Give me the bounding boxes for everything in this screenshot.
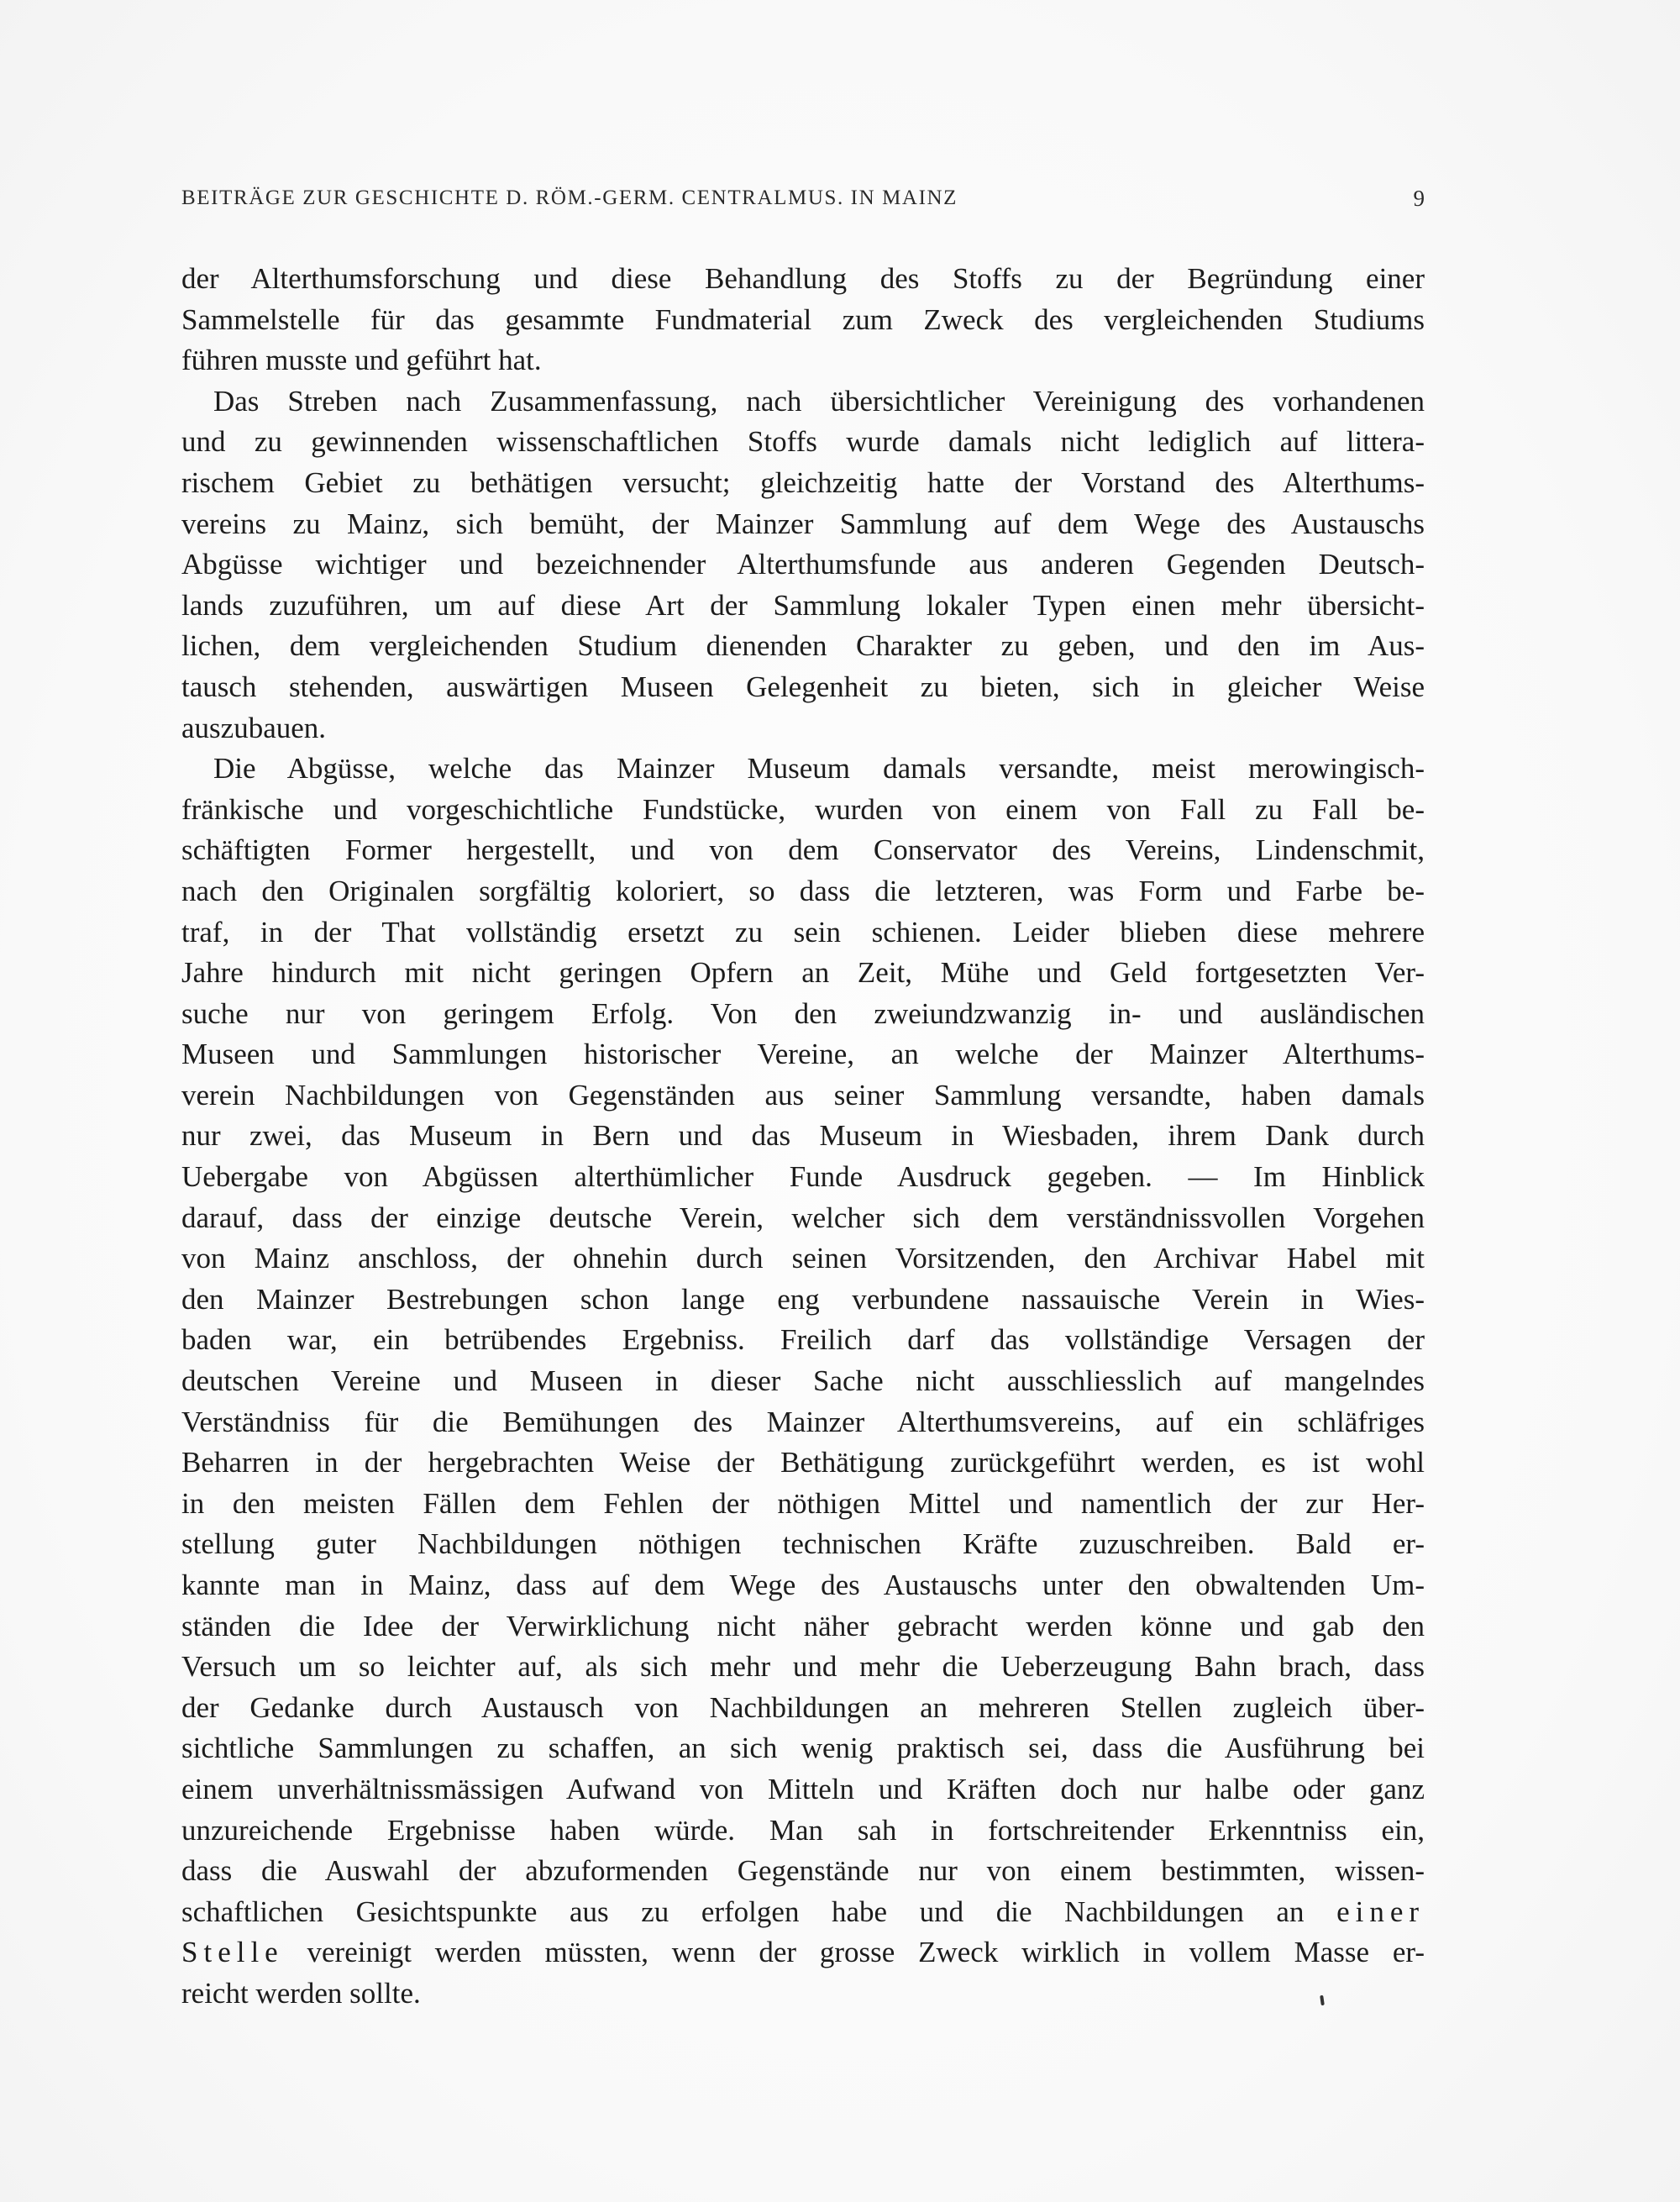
- text-line: tausch stehenden, auswärtigen Museen Gelegenheit zu bieten, sich in gleicher Weise: [181, 670, 1425, 703]
- text-line: deutschen Vereine und Museen in dieser Sache nicht ausschliesslich auf mangelndes: [181, 1364, 1425, 1398]
- text-line: fränkische und vorgeschichtliche Fundstücke, wurden von einem von Fall zu Fall be-: [181, 792, 1425, 826]
- text-line: reicht werden sollte.: [181, 1976, 421, 2010]
- text-line: Versuch um so leichter auf, als sich mehr und mehr die Ueberzeugung Bahn brach, dass: [181, 1650, 1425, 1684]
- paragraph-1: [181, 259, 1425, 381]
- text-line: Die Abgüsse, welche das Mainzer Museum damals versandte, meist merowingisch-: [213, 752, 1425, 786]
- text-line: darauf, dass der einzige deutsche Verein, welcher sich dem verständnissvollen Vorgehen: [181, 1201, 1425, 1234]
- text-line: den Mainzer Bestrebungen schon lange eng verbundene nassauische Verein in Wies-: [181, 1282, 1425, 1316]
- text-line: und zu gewinnenden wissenschaftlichen Stoffs wurde damals nicht lediglich auf littera-: [181, 425, 1425, 459]
- text-line: Das Streben nach Zusammenfassung, nach übersichtlicher Vereinigung des vorhandenen: [213, 384, 1425, 418]
- running-header: [181, 187, 1425, 220]
- text-line: verein Nachbildungen von Gegenständen aus seiner Sammlung versandte, haben damals: [181, 1078, 1425, 1112]
- page-number: 9: [1413, 186, 1425, 211]
- text-line: lichen, dem vergleichenden Studium dienenden Charakter zu geben, und den im Aus-: [181, 629, 1425, 663]
- line-text: vereinigt werden müssten, wenn der grosse Zweck wirklich in vollem Masse er-: [283, 1936, 1425, 1969]
- text-line: Verständniss für die Bemühungen des Mainzer Alterthumsvereins, auf ein schläfriges: [181, 1405, 1425, 1438]
- body-text: [181, 259, 1425, 2015]
- paragraph-2: [181, 381, 1425, 749]
- text-line: der Alterthumsforschung und diese Behandlung des Stoffs zu der Begründung einer: [181, 262, 1425, 295]
- text-line: Jahre hindurch mit nicht geringen Opfern an Zeit, Mühe und Geld fortgesetzten Ver-: [181, 956, 1425, 990]
- text-line: stellung guter Nachbildungen nöthigen technischen Kräfte zuzuschreiben. Bald er-: [181, 1527, 1425, 1561]
- text-line: schäftigten Former hergestellt, und von dem Conservator des Vereins, Lindenschmit,: [181, 833, 1425, 867]
- text-line: Uebergabe von Abgüssen alterthümlicher Funde Ausdruck gegeben. — Im Hinblick: [181, 1160, 1425, 1194]
- text-line: traf, in der That vollständig ersetzt zu sein schienen. Leider blieben diese mehrere: [181, 915, 1425, 949]
- text-line: nur zwei, das Museum in Bern und das Museum in Wiesbaden, ihrem Dank durch: [181, 1119, 1425, 1153]
- running-title: BEITRÄGE ZUR GESCHICHTE D. RÖM.-GERM. CENTRALMUS. IN MAINZ: [181, 187, 958, 209]
- text-line: nach den Originalen sorgfältig koloriert, so dass die letzteren, was Form und Farbe be-: [181, 874, 1425, 907]
- paragraph-3: [181, 749, 1425, 2014]
- text-line: auszubauen.: [181, 711, 327, 744]
- text-line: Sammelstelle für das gesammte Fundmaterial zum Zweck des vergleichenden Studiums: [181, 302, 1425, 336]
- text-line: in den meisten Fällen dem Fehlen der nöthigen Mittel und namentlich der zur Her-: [181, 1486, 1425, 1520]
- text-line-with-spaced-emphasis: [181, 1892, 1425, 1933]
- text-line: sichtliche Sammlungen zu schaffen, an sich wenig praktisch sei, dass die Ausführung bei: [181, 1732, 1425, 1765]
- text-line: suche nur von geringem Erfolg. Von den zweiundzwanzig in- und ausländischen: [181, 996, 1425, 1030]
- line-text: schaftlichen Gesichtspunkte aus zu erfolgen habe und die Nachbildungen an: [181, 1895, 1305, 1928]
- text-line: kannte man in Mainz, dass auf dem Wege des Austauschs unter den obwaltenden Um-: [181, 1569, 1425, 1601]
- text-line: der Gedanke durch Austausch von Nachbildungen an mehreren Stellen zugleich über-: [181, 1690, 1425, 1724]
- text-line: Beharren in der hergebrachten Weise der Bethätigung zurückgeführt werden, es ist wohl: [181, 1446, 1425, 1479]
- text-line: vereins zu Mainz, sich bemüht, der Mainzer Sammlung auf dem Wege des Austauschs: [181, 507, 1425, 540]
- text-line: baden war, ein betrübendes Ergebniss. Freilich darf das vollständige Versagen der: [181, 1323, 1425, 1357]
- text-line: dass die Auswahl der abzuformenden Gegenstände nur von einem bestimmten, wissen-: [181, 1854, 1425, 1888]
- emphasized-word: einer: [1336, 1895, 1425, 1928]
- text-line-with-spaced-emphasis: [181, 1932, 1425, 1973]
- text-line: lands zuzuführen, um auf diese Art der Sammlung lokaler Typen einen mehr übersicht-: [181, 588, 1425, 622]
- text-line: ständen die Idee der Verwirklichung nicht näher gebracht werden könne und gab den: [181, 1609, 1425, 1642]
- text-line: rischem Gebiet zu bethätigen versucht; gleichzeitig hatte der Vorstand des Alterthums-: [181, 465, 1425, 499]
- text-line: von Mainz anschloss, der ohnehin durch seinen Vorsitzenden, den Archivar Habel mit: [181, 1242, 1425, 1275]
- text-line: führen musste und geführt hat.: [181, 344, 542, 377]
- text-line: Abgüsse wichtiger und bezeichnender Alterthumsfunde aus anderen Gegenden Deutsch-: [181, 548, 1425, 581]
- text-line: einem unverhältnissmässigen Aufwand von Mitteln und Kräften doch nur halbe oder ganz: [181, 1772, 1425, 1805]
- text-line: unzureichende Ergebnisse haben würde. Man sah in fortschreitender Erkenntniss ein,: [181, 1813, 1425, 1847]
- text-line: Museen und Sammlungen historischer Vereine, an welche der Mainzer Alterthums-: [181, 1038, 1425, 1071]
- emphasized-word: Stelle: [181, 1936, 284, 1969]
